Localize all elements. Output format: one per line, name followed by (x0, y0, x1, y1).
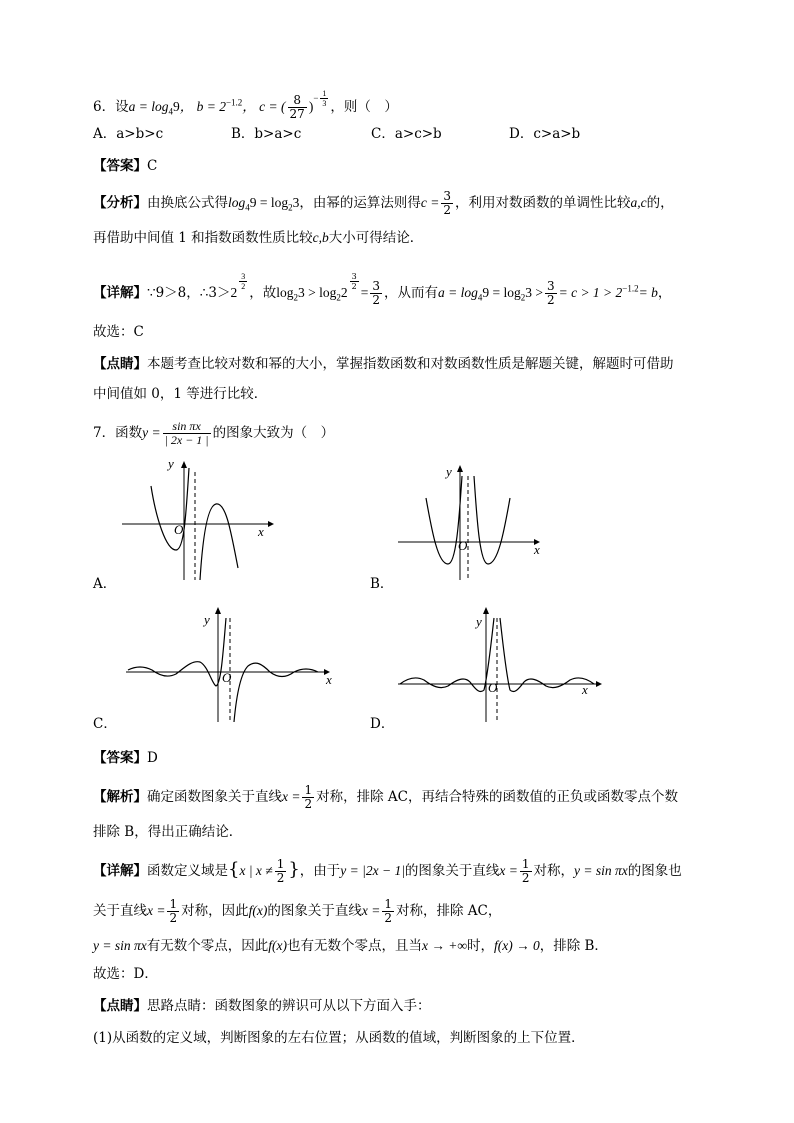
graph-c-origin: O (222, 670, 232, 685)
graph-a[interactable] (118, 458, 288, 582)
q7-detail-1: 【详解】函数定义域是{x | x ≠ $\frac{1}{2}$ }，由于y = |2x − 1|的图象关于直线x = $\frac{1}{2}$ 对称，y = sin πx的图象也 (93, 857, 682, 885)
graph-c[interactable] (124, 604, 344, 724)
q7-answer: 【答案】D (93, 750, 158, 766)
q6-answer: 【答案】C (93, 158, 158, 174)
graph-a-y-label: y (168, 456, 174, 471)
graph-d[interactable] (396, 604, 606, 724)
graph-d-x-label: x (582, 682, 588, 697)
graph-a-origin: O (174, 522, 184, 537)
q7-choose: 故选：D． (93, 966, 158, 982)
graph-b-label: B． (370, 576, 394, 592)
q7-analysis-2: 排除 B，得出正确结论． (93, 824, 243, 840)
q6-analysis-2: 再借助中间值 1 和指数函数性质比较c,b大小可得结论． (93, 230, 424, 246)
graph-b-x-label: x (534, 542, 540, 557)
q6-option-a[interactable]: A．a>b>c (93, 126, 164, 142)
q6-detail: 【详解】∵9＞8，∴3＞2 $^{\frac{3}{2}}$ ，故$\log_23 > \log_22$ $^{\frac{3}{2}}$ = $\frac{3}{2}$ ，从而有$a = \log_49 = \log_23$ > $\frac{3}{2}$ = $c > 1 > 2^{-1.2}= b$， (93, 272, 672, 307)
graph-c-x-label: x (326, 672, 332, 687)
graph-b[interactable] (396, 462, 556, 582)
q6-option-d[interactable]: D．c>a>b (509, 126, 581, 142)
q7-detail-2: 关于直线x = $\frac{1}{2}$ 对称，因此f(x)的图象关于直线x = $\frac{1}{2}$ 对称，排除 AC， (93, 897, 502, 925)
graph-c-y-label: y (204, 612, 210, 627)
graph-a-label: A． (93, 576, 117, 592)
q7-comment-1: 【点睛】思路点睛：函数图象的辨识可从以下方面入手： (93, 998, 431, 1014)
q6-comment-1: 【点睛】本题考查比较对数和幂的大小，掌握指数函数和对数函数性质是解题关键，解题时可借助 (93, 356, 674, 372)
q7-comment-2: (1)从函数的定义域，判断图象的左右位置；从函数的值域，判断图象的上下位置． (93, 1030, 585, 1046)
q6-stem: 6．设$a = \log_49$， $b = 2^{-1.2}$， c = ( $\frac{8}{27}$ )$^{- \frac{1}{3}}$ ，则（ ） (93, 89, 398, 121)
q6-options (93, 124, 693, 144)
q6-comment-2: 中间值如 0，1 等进行比较． (93, 386, 268, 402)
graph-c-label: C． (93, 716, 117, 732)
q6-analysis-1: 【分析】由换底公式得$\log_49 = \log_23$，由幂的运算法则得c = $\frac{3}{2}$ ，利用对数函数的单调性比较a,c的， (93, 189, 674, 217)
q6-option-b[interactable]: B．b>a>c (231, 126, 302, 142)
q7-stem: 7．函数y = $\frac{\text{sin πx}}{| 2x - 1 |}$ 的图象大致为（ ） (93, 419, 335, 447)
q7-detail-3: y = sin πx有无数个零点，因此f(x)也有无数个零点，且当x → +∞时，f(x) → 0，排除 B． (93, 938, 608, 954)
graph-a-x-label: x (258, 524, 264, 539)
graph-d-y-label: y (476, 614, 482, 629)
q7-analysis-1: 【解析】确定函数图象关于直线x = $\frac{1}{2}$ 对称，排除 AC，再结合特殊的函数值的正负或函数零点个数 (93, 783, 678, 811)
graph-b-origin: O (458, 538, 468, 553)
graph-d-origin: O (488, 680, 498, 695)
graph-b-y-label: y (446, 464, 452, 479)
graph-d-label: D． (370, 716, 395, 732)
q6-option-c[interactable]: C．a>c>b (371, 126, 442, 142)
q6-choose: 故选：C (93, 324, 144, 340)
